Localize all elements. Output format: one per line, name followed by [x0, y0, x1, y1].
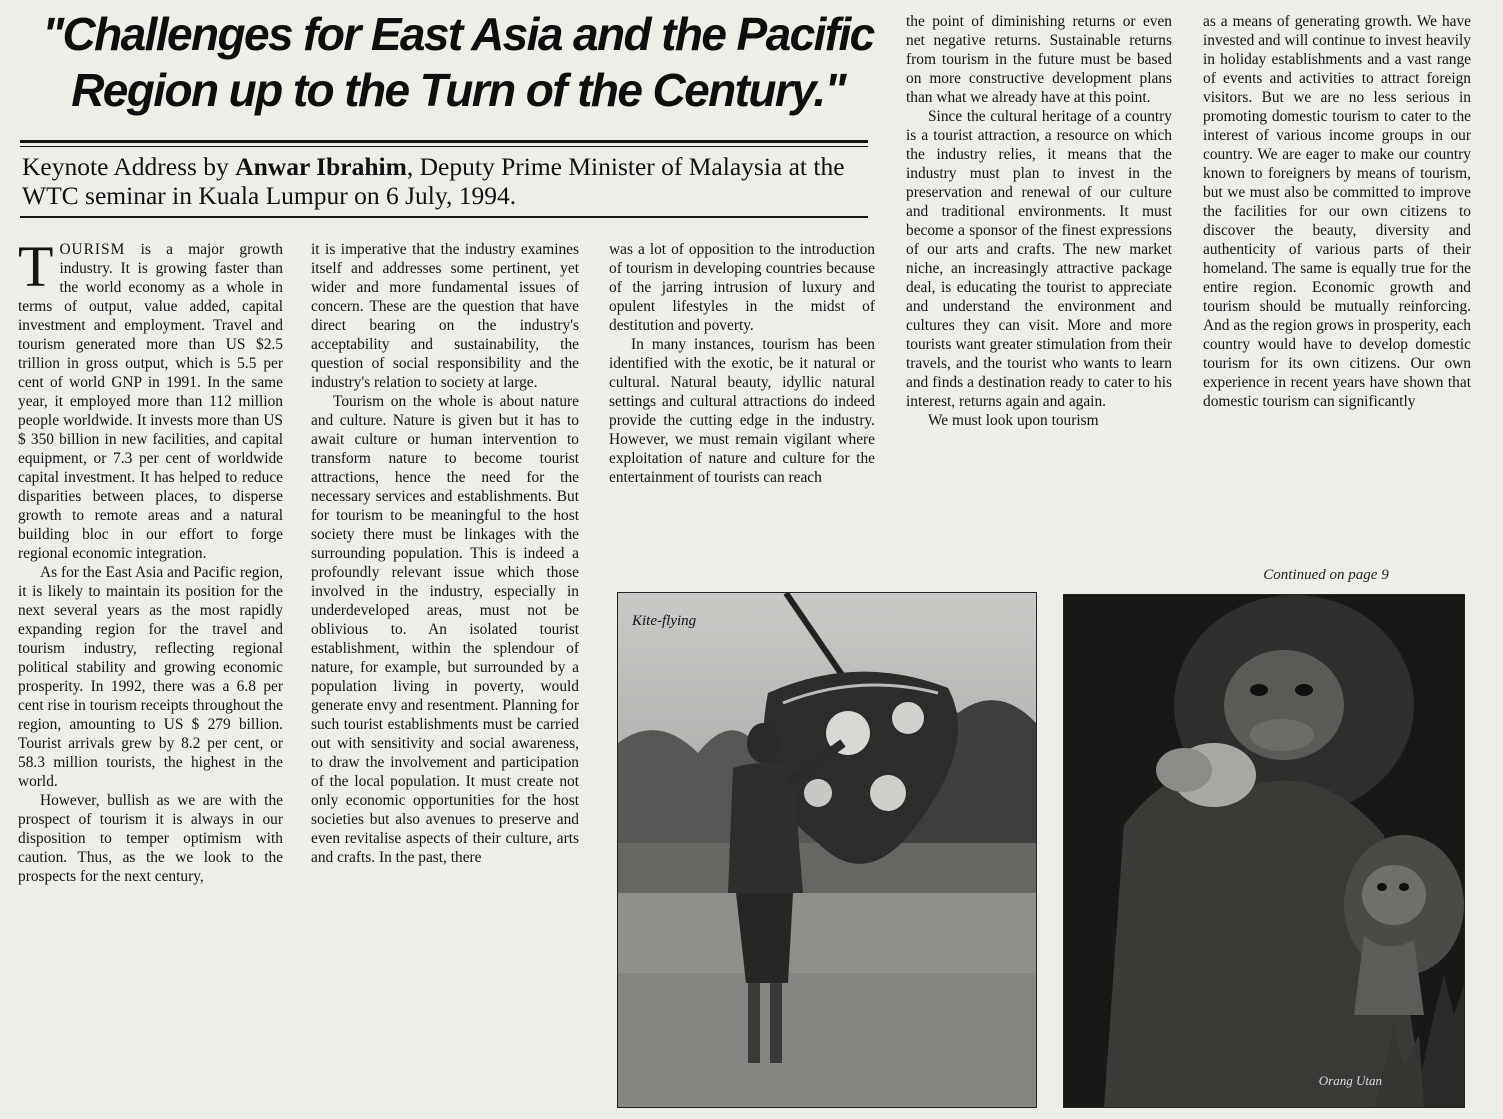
- article-column-3: [609, 240, 875, 580]
- deck-prefix: Keynote Address by: [22, 152, 229, 181]
- paragraph-5: Tourism on the whole is about nature and culture. Nature is given but it has to await culture or human intervention to transform nature to become tourist attractions, hence the need for the necessary services and establishments. But for tourism to be meaningful to the host society there must be linkages with the surrounding population. This is indeed a profoundly relevant issue which those involved in the industry, especially in underdeveloped areas, must not be oblivious to. An isolated tourist establishment, within the splendour of nature, for example, but surrounded by a population living in poverty, would generate envy and resentment. Planning for such tourist establishments must be carried out with sensitivity and social awareness, to draw the involvement and participation of the local population. It must create not only economic opportunities for the host societies but also avenues to preserve and even revitalise aspects of their culture, arts and crafts. In the past, there: [311, 393, 579, 866]
- paragraph-9: Since the cultural heritage of a country is a tourist attraction, a resource on which the industry relies, it means that the industry must plan to invest in the preservation and renewal of our culture and traditional environments. It must become a sponsor of the finest expressions of our arts and crafts. The new market niche, an increasingly attractive package deal, is educating the tourist to appreciate and understand the environment and cultures they can visit. More and more tourists want greater stimulation from their travels, and the tourist who wants to learn and finds a destination ready to cater to his interest, returns again and again.: [906, 108, 1172, 410]
- deck-rule: [20, 216, 868, 218]
- orang-utan-photo: [1063, 594, 1465, 1108]
- article-column-5: [1203, 12, 1471, 562]
- kite-flying-photo: [617, 592, 1037, 1108]
- kite-flying-image: [618, 593, 1036, 1107]
- article-column-4: [906, 12, 1172, 584]
- headline-rule-thin: [20, 146, 868, 147]
- deck-suffix: , Deputy Prime Minister of Malaysia at the WTC seminar in Kuala Lumpur on 6 July, 1994.: [22, 152, 845, 210]
- paragraph-3: However, bullish as we are with the prospect of tourism it is always in our disposition to temper optimism with caution. Thus, as the we look to the prospects for the next century,: [18, 792, 283, 885]
- continued-note: Continued on page 9: [1263, 567, 1389, 583]
- paragraph-11: as a means of generating growth. We have invested and will continue to invest heavily in holiday establishments and a vast range of events and activities to attract foreign visitors. But we are no less serious in promoting domestic tourism to cater to the interest of various income groups in our country. We are eager to make our country known to foreigners by means of tourism, but we must also be committed to improve the facilities for our own citizens to discover the beauty, diversity and authenticity of various parts of their homeland. The same is equally true for the entire region. Economic growth and tourism should be mutually reinforcing. And as the region grows in prosperity, each country would have to develop domestic tourism for its own citizens. Our own experience in recent years have shown that domestic tourism can significantly: [1203, 13, 1471, 410]
- paragraph-4: it is imperative that the industry examines itself and addresses some pertinent, yet wider and more fundamental issues of concern. These are the question that have direct bearing on the industry's acceptability and sustainability, the question of social responsibility and the industry's relation to society at large.: [311, 241, 579, 391]
- paragraph-1-text: is a major growth industry. It is growing faster than the world economy as a whole in terms of output, value added, capital investment and employment. Travel and tourism generated more than US $2.5 trillion in gross output, which is 5.5 per cent of world GNP in 1991. In the same year, it employed more than 112 million people worldwide. It invests more than US $ 350 billion in new facilities, and capital equipment, or 7.3 per cent of worldwide capital investment. It has helped to reduce disparities between places, to disperse growth to remote areas and a natural building bloc in our effort to forge regional economic integration.: [18, 241, 283, 562]
- orang-utan-image: [1064, 595, 1464, 1107]
- drop-cap: T: [18, 240, 54, 299]
- lead-in: OURISM: [59, 241, 126, 258]
- paragraph-7: In many instances, tourism has been identified with the exotic, be it natural or cultural. Natural beauty, idyllic natural settings and cultural attractions do indeed provide the cutting edge in the industry. However, we must remain vigilant where exploitation of nature and culture for the entertainment of tourists can reach: [609, 336, 875, 486]
- paragraph-2: As for the East Asia and Pacific region, it is likely to maintain its position for the next several years as the most rapidly expanding region for the travel and tourism industry, reflecting regional political stability and growing economic prosperity. In 1992, there was a 6.8 per cent rise in tourism receipts throughout the region, amounting to US $ 279 billion. Tourist arrivals grew by 8.2 per cent, or 58.3 million tourists, the highest in the world.: [18, 564, 283, 790]
- paragraph-1: [18, 240, 283, 563]
- headline-rule-thick: [20, 140, 868, 143]
- headline: "Challenges for East Asia and the Pacific Region up to the Turn of the Century.": [42, 8, 874, 116]
- paragraph-6: was a lot of opposition to the introduction of tourism in developing countries because of the jarring intrusion of luxury and opulent lifestyles in the midst of destitution and poverty.: [609, 241, 875, 334]
- orang-utan-caption: Orang Utan: [1318, 1073, 1382, 1088]
- article-column-2: [311, 240, 579, 1100]
- deck: [22, 152, 882, 210]
- paragraph-8: the point of diminishing returns or even net negative returns. Sustainable returns from tourism in the future must be based on more constructive development plans than what we already have at this point.: [906, 13, 1172, 106]
- article-column-1: [18, 240, 283, 1100]
- kite-flying-caption: Kite-flying: [632, 613, 697, 629]
- deck-speaker: Anwar Ibrahim: [235, 152, 407, 181]
- paragraph-10: We must look upon tourism: [928, 412, 1099, 429]
